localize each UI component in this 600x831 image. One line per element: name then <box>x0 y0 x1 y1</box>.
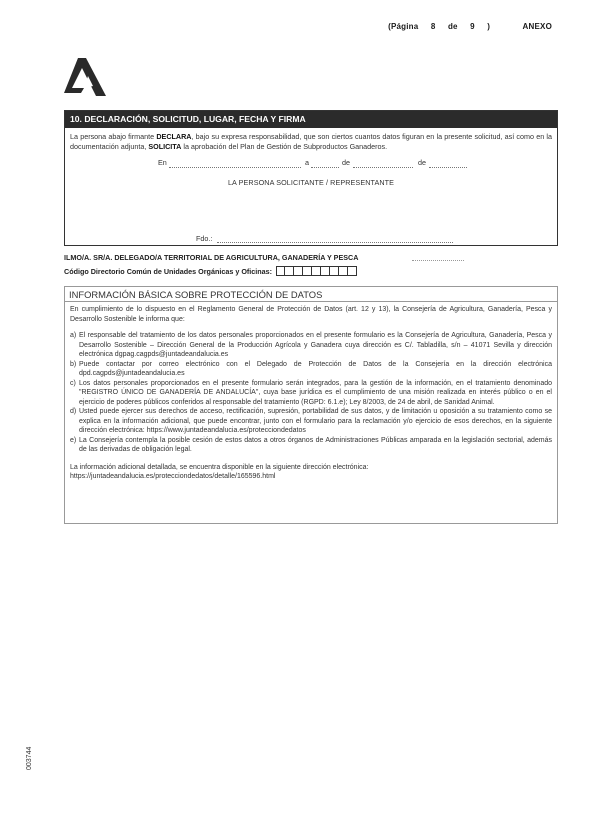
place-date-row <box>65 158 557 170</box>
month-field[interactable] <box>353 167 413 168</box>
list-marker: b) <box>70 360 77 368</box>
addressee: ILMO/A. SR/A. DELEGADO/A TERRITORIAL DE AGRICULTURA, GANADERÍA Y PESCA <box>64 253 359 262</box>
list-text: Usted puede ejercer sus derechos de acceso, rectificación, supresión, portabilidad de sus datos, y de limitación u oposición a su tratamiento como se explica en la información adicional, que puede encontrar, junto con el formulario para la reclamación y/o ejercicio de esos derechos, en la siguiente dirección electrónica: https://www.juntadeandalucia.es/protecciondedatos <box>79 408 552 434</box>
code-digit-box[interactable] <box>348 266 357 276</box>
declaration-pre: La persona abajo firmante <box>70 132 157 141</box>
data-protection-box <box>64 286 558 524</box>
declaration-mid: , bajo su expresa responsabilidad, que son ciertos cuantos datos figuran en la presente solicitud, así como en la documentación adjunta, <box>70 132 553 151</box>
code-input-boxes[interactable] <box>276 266 357 276</box>
place-field[interactable] <box>169 167 301 168</box>
code-digit-box[interactable] <box>285 266 294 276</box>
list-text: Puede contactar por correo electrónico con el Delegado de Protección de Datos de la Consejería en la dirección electrónica dpd.cagpds@juntadeandalucia.es <box>79 360 552 377</box>
list-text: Los datos personales proporcionados en el presente formulario serán integrados, para la gestión de la información, en el tratamiento denominado "REGISTRO ÚNICO DE GANADERÍA DE ANDALUCÍA", cuya base jurídica es el cumplimiento de una misión realizada en interés público o en el ejercicio de poderes públicos conferidos al responsable del tratamiento (RGPD: 6.1.e); Ley 8/2003, de 24 de abril, de Sanidad Animal. <box>79 379 552 406</box>
addressee-dots <box>412 260 464 261</box>
page-total: 9 <box>470 22 475 31</box>
code-digit-box[interactable] <box>294 266 303 276</box>
code-label: Código Directorio Común de Unidades Orgánicas y Oficinas: <box>64 266 273 276</box>
date-a-label: a <box>305 158 309 167</box>
data-protection-title: INFORMACIÓN BÁSICA SOBRE PROTECCIÓN DE DATOS <box>65 287 557 302</box>
page-prefix: (Página <box>388 22 419 31</box>
code-digit-box[interactable] <box>312 266 321 276</box>
signer-label: LA PERSONA SOLICITANTE / REPRESENTANTE <box>227 178 395 187</box>
list-text: La Consejería contempla la posible cesión de estos datos a otros órganos de Administraciones Públicas amparada en la legislación sectorial, además de las derivadas de obligación legal. <box>79 436 552 453</box>
data-protection-list <box>70 331 552 455</box>
section-10-box <box>64 110 558 246</box>
declaration-solicita: SOLICITA <box>148 141 182 151</box>
declaration-declara: DECLARA <box>156 132 192 141</box>
page-of: de <box>447 22 458 31</box>
list-item <box>70 379 552 408</box>
section-10-title: 10. DECLARACIÓN, SOLICITUD, LUGAR, FECHA Y FIRMA <box>65 111 557 128</box>
data-protection-body <box>65 302 557 482</box>
side-document-code: 003744 <box>26 746 33 770</box>
day-field[interactable] <box>311 167 339 168</box>
page-header <box>388 22 552 31</box>
data-protection-intro: En cumplimiento de lo dispuesto en el Reglamento General de Protección de Datos (art. 12 y 13), la Consejería de Agricultura, Ganadería, Pesca y Desarrollo Sostenible le informa que: <box>70 306 552 323</box>
list-item <box>70 331 552 360</box>
annex-label: ANEXO <box>522 22 552 31</box>
list-marker: c) <box>70 379 76 387</box>
code-digit-box[interactable] <box>276 266 285 276</box>
code-digit-box[interactable] <box>339 266 348 276</box>
date-de-label-1: de <box>342 158 350 167</box>
junta-andalucia-logo-icon <box>64 58 106 96</box>
signature-label: Fdo.: <box>196 234 213 243</box>
declaration-post: la aprobación del Plan de Gestión de Subproductos Ganaderos. <box>181 141 388 151</box>
code-digit-box[interactable] <box>321 266 330 276</box>
list-marker: a) <box>70 332 77 339</box>
list-item <box>70 436 552 455</box>
more-info-link[interactable]: https://juntadeandalucia.es/protecciondedatos/detalle/165596.html <box>70 473 276 480</box>
declaration-text <box>65 128 557 151</box>
date-de-label-2: de <box>418 158 426 167</box>
list-item <box>70 360 552 379</box>
page-current: 8 <box>430 22 436 31</box>
page-suffix: ) <box>487 22 491 31</box>
code-row <box>64 266 357 276</box>
year-field[interactable] <box>429 167 467 168</box>
list-text: El responsable del tratamiento de los datos personales proporcionados en el presente formulario es la Consejería de Agricultura, Ganadería, Pesca y Desarrollo Sostenible – Dirección General de la Producción Agrícola y Ganadera cuya dirección es C/. Tabladilla, s/n – 41071 Sevilla y dirección electrónica dgpag.cagpds@juntadeandalucia.es <box>79 332 552 358</box>
signature-field[interactable] <box>217 242 453 243</box>
place-label: En <box>158 158 167 167</box>
more-info: La información adicional detallada, se encuentra disponible en la siguiente dirección electrónica: <box>70 463 369 471</box>
code-digit-box[interactable] <box>303 266 312 276</box>
list-marker: d) <box>70 408 77 415</box>
list-marker: e) <box>70 436 77 444</box>
code-digit-box[interactable] <box>330 266 339 276</box>
list-item <box>70 407 552 436</box>
